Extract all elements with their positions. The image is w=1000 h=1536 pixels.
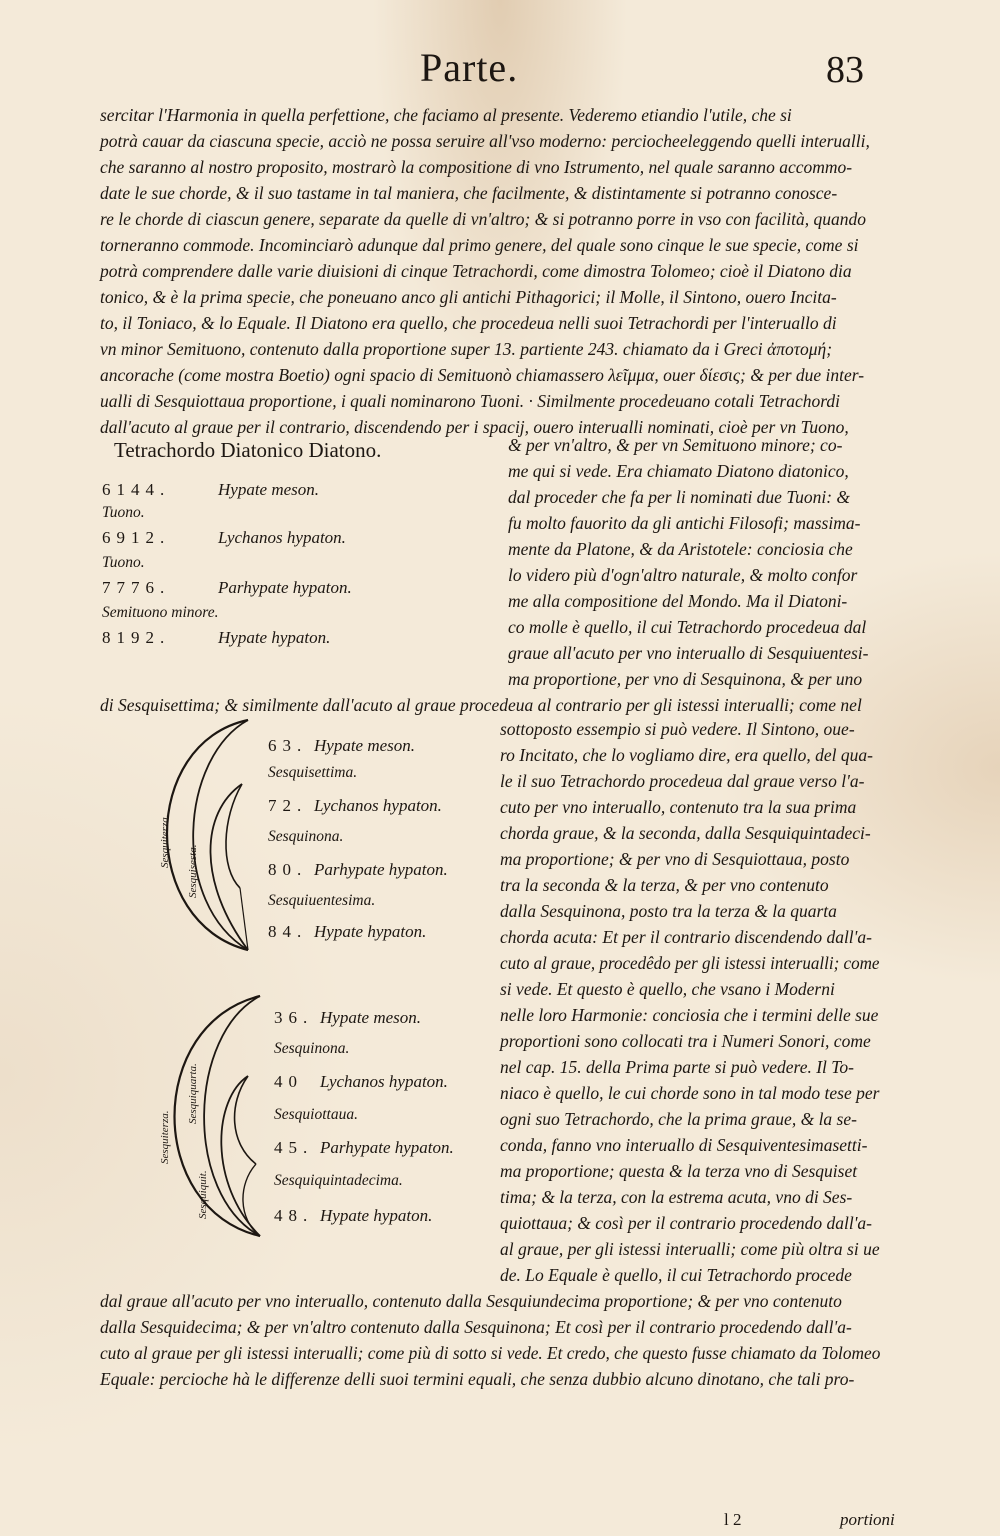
string-name: Parhypate hypaton. [314,860,448,879]
text-line: lo videro più d'ogn'altro naturale, & molto confor [508,565,858,585]
text-line: tonico, & è la prima specie, che poneuano anco gli antichi Pithagorici; il Molle, il Sintono, ouero Incita- [100,287,837,307]
figure-title: Tetrachordo Diatonico Diatono. [114,438,382,462]
arc-diagram-sintono [130,718,260,953]
text-line: conda, fanno vno interuallo di Sesquiventesimasetti- [500,1135,868,1155]
signature-mark: l 2 [724,1510,742,1529]
ratio-number: 6912. [102,528,171,547]
text-line: quiottaua; & così per il contrario procedendo dall'a- [500,1213,873,1233]
text-line: ma proportione, per vno di Sesquinona, & per uno [508,669,863,689]
interval-label: Sesquinona. [268,828,344,845]
string-name: Hypate hypaton. [320,1206,433,1225]
catchword: portioni [840,1510,895,1529]
text-line: me qui si vede. Era chiamato Diatono diatonico, [508,461,849,481]
text-line: cuto al graue per gli istessi interualli; come più di sotto si vede. Et credo, che questo fusse chiamato da Tolomeo [100,1343,881,1363]
text-line: nel cap. 15. della Prima parte si può vedere. Il To- [500,1057,854,1077]
text-line: nelle loro Harmonie: conciosia che i termini delle sue [500,1005,879,1025]
ratio-number: 8192. [102,628,171,647]
text-line: ma proportione; & per vno di Sesquiottaua, posto [500,849,850,869]
string-name: Parhypate hypaton. [320,1138,454,1157]
text-line: de. Lo Equale è quello, il cui Tetrachordo procede [500,1265,852,1285]
arc-diagram-toniaco [138,994,268,1239]
text-line: co molle è quello, il cui Tetrachordo procedeua dal [508,617,867,637]
string-name: Hypate meson. [320,1008,422,1027]
text-line: ancorache (come mostra Boetio) ogni spacio di Semituonò chiamassero λεῖμμα, ouer δίεσις; & per due inter- [100,365,865,385]
text-line: sercitar l'Harmonia in quella perfettione, che faciamo al presente. Vederemo etiandio l'utile, che si [100,105,792,125]
text-line: Equale: percioche hà le differenze delli suoi termini equali, che senza dubbio alcuno dinotano, che tali pro- [100,1369,855,1389]
string-name: Lychanos hypaton. [320,1072,448,1091]
string-name: Hypate hypaton. [218,628,331,647]
interval-label: Sesquiquintadecima. [274,1172,403,1189]
text-line: dal graue all'acuto per vno interuallo, contenuto dalla Sesquiundecima proportione; & per vno contenuto [100,1291,842,1311]
text-line: & per vn'altro, & per vn Semituono minore; co- [508,435,843,455]
text-line: si vede. Et questo è quello, che vsano i Moderni [500,979,835,999]
tetrachord-entry [102,578,352,598]
text-line: ualli di Sesquiottaua proportione, i quali nominarono Tuoni. · Similmente procedeuano cotali Tetrachordi [100,391,841,411]
ratio-number: 63. [268,736,308,755]
text-line: sottoposto essempio si può vedere. Il Sintono, oue- [500,719,855,739]
text-line: niaco è quello, le cui chorde sono in tal modo tese per [500,1083,880,1103]
text-line: le il suo Tetrachordo procedeua dal graue verso l'a- [500,771,865,791]
text-line: date le sue chorde, & il suo tastame in tal maniera, che facilmente, & distintamente si potranno conosce- [100,183,838,203]
text-line: chorda graue, & la seconda, dalla Sesquiquintadeci- [500,823,871,843]
arc-label-mid: Sesquiquarta. [187,1063,199,1124]
text-line: tra la seconda & la terza, & per vno contenuto [500,875,829,895]
text-line: mente da Platone, & da Aristotele: conciosia che [508,539,853,559]
text-line: chorda acuta: Et per il contrario discendendo dall'a- [500,927,872,947]
interval-label: Tuono. [102,504,145,521]
text-line: to, il Toniaco, & lo Equale. Il Diatono era quello, che procedeua nelli suoi Tetrachordi per l'interuallo di [100,313,837,333]
string-name: Lychanos hypaton. [314,796,442,815]
tetrachord-entry [274,1008,421,1028]
tetrachord-entry [268,736,415,756]
ratio-number: 40 [274,1072,303,1091]
string-name: Lychanos hypaton. [218,528,346,547]
text-line: vn minor Semituono, contenuto dalla proportione super 13. partiente 243. chiamato da i Greci ἀποτομή; [100,339,833,359]
interval-label: Sesquiottaua. [274,1106,358,1123]
tetrachord-entry [274,1206,432,1226]
text-line: ro Incitato, che lo vogliamo dire, era quello, del qua- [500,745,873,765]
string-name: Hypate hypaton. [314,922,427,941]
tetrachord-entry [268,922,426,942]
ratio-number: 7776. [102,578,171,597]
tetrachord-entry [268,796,442,816]
text-line: dal proceder che fa per li nominati due Tuoni: & [508,487,851,507]
text-line: dalla Sesquidecima; & per vn'altro contenuto dalla Sesquinona; Et così per il contrario procedendo dall'a- [100,1317,852,1337]
text-line: fu molto fauorito da gli antichi Filosofi; massima- [508,513,861,533]
interval-label: Tuono. [102,554,145,571]
text-line: ma proportione; questa & la terza vno di Sesquiset [500,1161,858,1181]
interval-label: Sesquiuentesima. [268,892,376,909]
text-line: al graue, per gli istessi interualli; come più oltra si ue [500,1239,880,1259]
arc-label-outer: Sesquiterza. [159,1110,171,1164]
arc-label-inner: Sesquiquit. [197,1170,209,1219]
text-line: graue all'acuto per vno interuallo di Sesquiuentesi- [508,643,869,663]
text-line: potrà comprendere dalle varie diuisioni di cinque Tetrachordi, come dimostra Tolomeo; cioè il Diatono dia [100,261,852,281]
arc-label-outer: Sesquiterza. [159,814,171,868]
ratio-number: 84. [268,922,308,941]
text-line: me alla compositione del Mondo. Ma il Diatoni- [508,591,848,611]
interval-label: Semituono minore. [102,604,219,621]
tetrachord-entry [102,528,346,548]
text-line: re le chorde di ciascun genere, separate da quelle di vn'altro; & si potranno porre in vso con facilità, quando [100,209,867,229]
ratio-number: 36. [274,1008,314,1027]
text-line: cuto per vno interuallo, contenuto tra la sua prima [500,797,857,817]
tetrachord-entry [102,628,330,648]
ratio-number: 72. [268,796,308,815]
tetrachord-entry [102,480,319,500]
ratio-number: 48. [274,1206,314,1225]
text-line: di Sesquisettima; & similmente dall'acuto al graue procedeua al contrario per gli istessi interualli; come nel [100,695,862,715]
page-number: 83 [826,49,864,91]
text-line: che saranno al nostro proposito, mostrarò la compositione di vno Istrumento, nel quale saranno accommo- [100,157,853,177]
tetrachord-entry [274,1138,454,1158]
text-line: proportioni sono collocati tra i Numeri Sonori, come [500,1031,871,1051]
text-line: cuto al graue, procedêdo per gli istessi interualli; come [500,953,880,973]
text-line: torneranno commode. Incominciarò adunque dal primo genere, del quale sono cinque le sue specie, come si [100,235,859,255]
running-head: Parte. [420,45,519,90]
string-name: Hypate meson. [314,736,416,755]
text-line: potrà cauar da ciascuna specie, acciò ne possa seruire all'vso moderno: perciocheeleggendo quelli interualli, [100,131,870,151]
arc-label-inner: Sesquisesta. [187,844,199,898]
ratio-number: 45. [274,1138,314,1157]
text-line: dalla Sesquinona, posto tra la terza & la quarta [500,901,837,921]
text-line: tima; & la terza, con la estrema acuta, vno di Ses- [500,1187,853,1207]
string-name: Parhypate hypaton. [218,578,352,597]
tetrachord-entry [274,1072,448,1092]
string-name: Hypate meson. [218,480,320,499]
text-line: dall'acuto al graue per il contrario, discendendo per i spacij, ouero interualli nominati, cioè per vn Tuono, [100,417,849,437]
interval-label: Sesquisettima. [268,764,358,781]
ratio-number: 6144. [102,480,171,499]
text-line: ogni suo Tetrachordo, che la prima graue, & la se- [500,1109,857,1129]
ratio-number: 80. [268,860,308,879]
tetrachord-entry [268,860,448,880]
interval-label: Sesquinona. [274,1040,350,1057]
